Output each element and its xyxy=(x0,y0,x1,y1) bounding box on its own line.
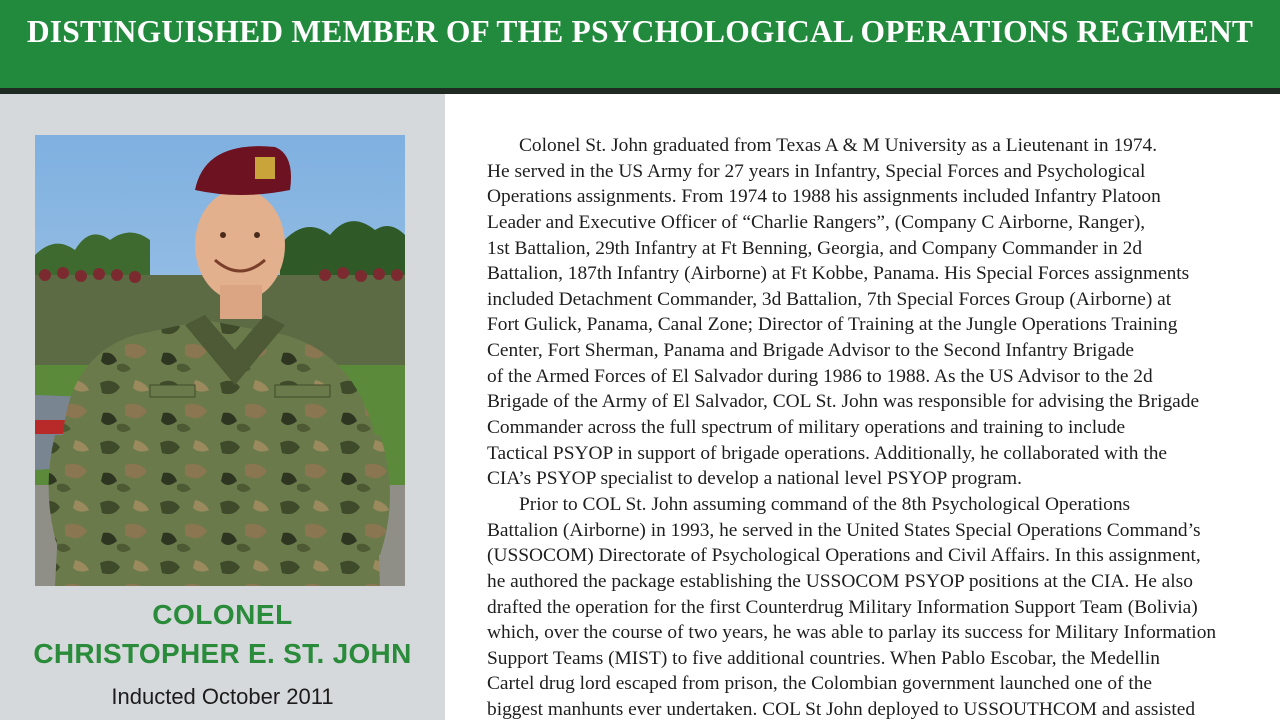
bio-line: of the Armed Forces of El Salvador during 1986 to 1988. As the US Advisor to the 2d xyxy=(487,365,1153,387)
page-title: DISTINGUISHED MEMBER OF THE PSYCHOLOGICAL OPERATIONS REGIMENT xyxy=(26,14,1254,49)
bio-line: Colonel St. John graduated from Texas A & M University as a Lieutenant in 1974. xyxy=(519,135,1158,156)
rank-label: COLONEL xyxy=(152,599,293,630)
induction-date: Inducted October 2011 xyxy=(111,684,334,709)
bio-line: (USSOCOM) Directorate of Psychological Operations and Civil Affairs. In this assignment, xyxy=(487,545,1201,567)
bio-line: 1st Battalion, 29th Infantry at Ft Benning, Georgia, and Company Commander in 2d xyxy=(487,237,1143,259)
bio-line: Commander across the full spectrum of military operations and training to include xyxy=(487,417,1126,439)
bio-line: drafted the operation for the first Counterdrug Military Information Support Team (Bolivia) xyxy=(487,596,1198,618)
bio-line: included Detachment Commander, 3d Battalion, 7th Special Forces Group (Airborne) at xyxy=(487,288,1172,310)
portrait-photo xyxy=(35,135,405,586)
bio-line: Tactical PSYOP in support of brigade operations. Additionally, he collaborated with the xyxy=(487,442,1168,464)
bio-line: biggest manhunts ever undertaken. COL St John deployed to USSOUTHCOM and assisted xyxy=(487,699,1196,721)
bio-line: Battalion (Airborne) in 1993, he served in the United States Special Operations Command’s xyxy=(487,519,1201,541)
bio-line: Operations assignments. From 1974 to 1988 his assignments included Infantry Platoon xyxy=(487,186,1161,208)
bio-line: he authored the package establishing the USSOCOM PSYOP positions at the CIA. He also xyxy=(487,570,1193,592)
bio-line: Prior to COL St. John assuming command of the 8th Psychological Operations xyxy=(519,493,1131,515)
bio-line: Leader and Executive Officer of “Charlie Rangers”, (Company C Airborne, Ranger), xyxy=(487,211,1146,233)
bio-line: CIA’s PSYOP specialist to develop a national level PSYOP program. xyxy=(487,468,1022,490)
biography-text xyxy=(487,133,1267,723)
member-name: CHRISTOPHER E. ST. JOHN xyxy=(33,638,412,669)
bio-line: Support Teams (MIST) to five additional countries. When Pablo Escobar, the Medellin xyxy=(487,647,1160,669)
bio-line: Brigade of the Army of El Salvador, COL St. John was responsible for advising the Brigade xyxy=(487,391,1200,413)
bio-line: Center, Fort Sherman, Panama and Brigade Advisor to the Second Infantry Brigade xyxy=(487,340,1135,362)
bio-line: He served in the US Army for 27 years in Infantry, Special Forces and Psychological xyxy=(487,160,1146,182)
bio-line: Battalion, 187th Infantry (Airborne) at Ft Kobbe, Panama. His Special Forces assignments xyxy=(487,263,1190,285)
bio-line: which, over the course of two years, he was able to parlay its success for Military Information xyxy=(487,622,1217,644)
bio-line: Fort Gulick, Panama, Canal Zone; Director of Training at the Jungle Operations Training xyxy=(487,314,1178,336)
header-banner xyxy=(0,0,1280,94)
profile-sidebar xyxy=(0,94,445,720)
bio-line: Cartel drug lord escaped from prison, the Colombian government launched one of the xyxy=(487,673,1153,695)
